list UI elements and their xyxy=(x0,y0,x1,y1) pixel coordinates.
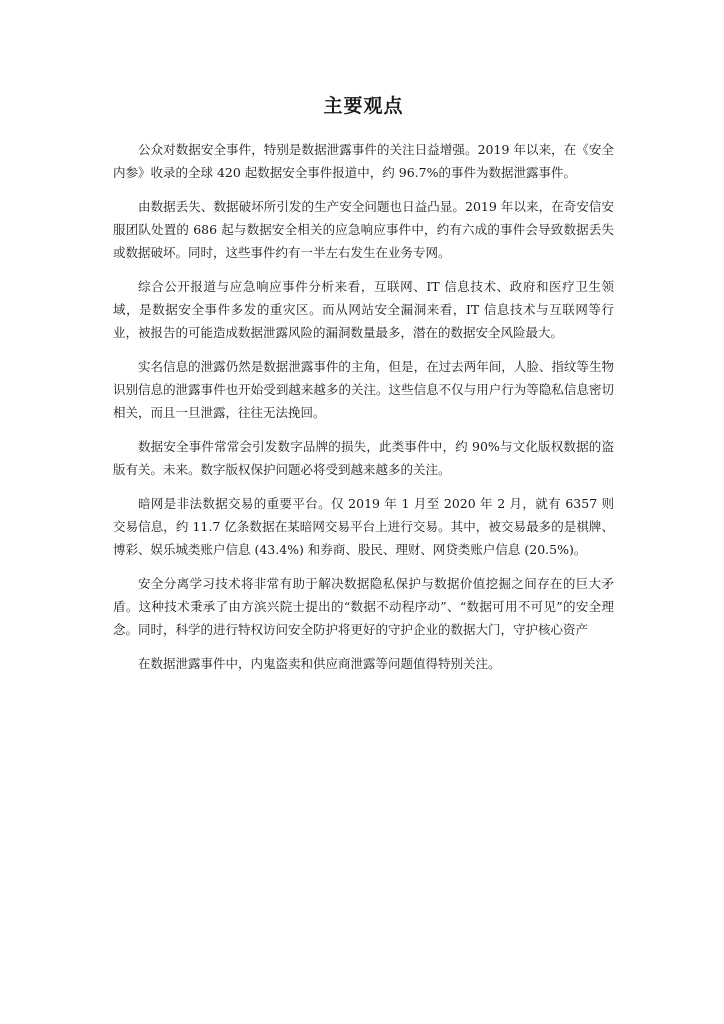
paragraph-2: 由数据丢失、数据破坏所引发的生产安全问题也日益凸显。2019 年以来，在奇安信安服团队处置的 686 起与数据安全相关的应急响应事件中，约有六成的事件会导致数据丢失或数据破坏。同时，这些事件约有一半左右发生在业务专网。 xyxy=(113,199,614,260)
paragraph-1: 公众对数据安全事件，特别是数据泄露事件的关注日益增强。2019 年以来，在《安全内参》收录的全球 420 起数据安全事件报道中，约 96.7%的事件为数据泄露事件。 xyxy=(113,142,614,180)
paragraph-3: 综合公开报道与应急响应事件分析来看，互联网、IT 信息技术、政府和医疗卫生领域，是数据安全事件多发的重灾区。而从网站安全漏洞来看，IT 信息技术与互联网等行业，被报告的可能造成数据泄露风险的漏洞数量最多，潜在的数据安全风险最大。 xyxy=(113,279,614,340)
page-title: 主要观点 xyxy=(323,95,404,117)
paragraph-4: 实名信息的泄露仍然是数据泄露事件的主角，但是，在过去两年间，人脸、指纹等生物识别信息的泄露事件也开始受到越来越多的关注。这些信息不仅与用户行为等隐私信息密切相关，而且一旦泄露，往往无法挽回。 xyxy=(113,359,614,420)
paragraph-8: 在数据泄露事件中，内鬼盗卖和供应商泄露等问题值得特别关注。 xyxy=(138,656,501,671)
paragraph-7: 安全分离学习技术将非常有助于解决数据隐私保护与数据价值挖掘之间存在的巨大矛盾。这种技术秉承了由方滨兴院士提出的“数据不动程序动”、“数据可用不可见”的安全理念。同时，科学的进行特权访问安全防护将更好的守护企业的数据大门，守护核心资产 xyxy=(113,576,614,637)
paragraph-6: 暗网是非法数据交易的重要平台。仅 2019 年 1 月至 2020 年 2 月，就有 6357 则交易信息，约 11.7 亿条数据在某暗网交易平台上进行交易。其中，被交易最多的是棋牌、博彩、娱乐城类账户信息 (43.4%) 和券商、股民、理财、网贷类账户信息 (20.5%)。 xyxy=(113,496,614,557)
paragraph-5: 数据安全事件常常会引发数字品牌的损失，此类事件中，约 90%与文化版权数据的盗版有关。未来。数字版权保护问题必将受到越来越多的关注。 xyxy=(113,439,614,477)
